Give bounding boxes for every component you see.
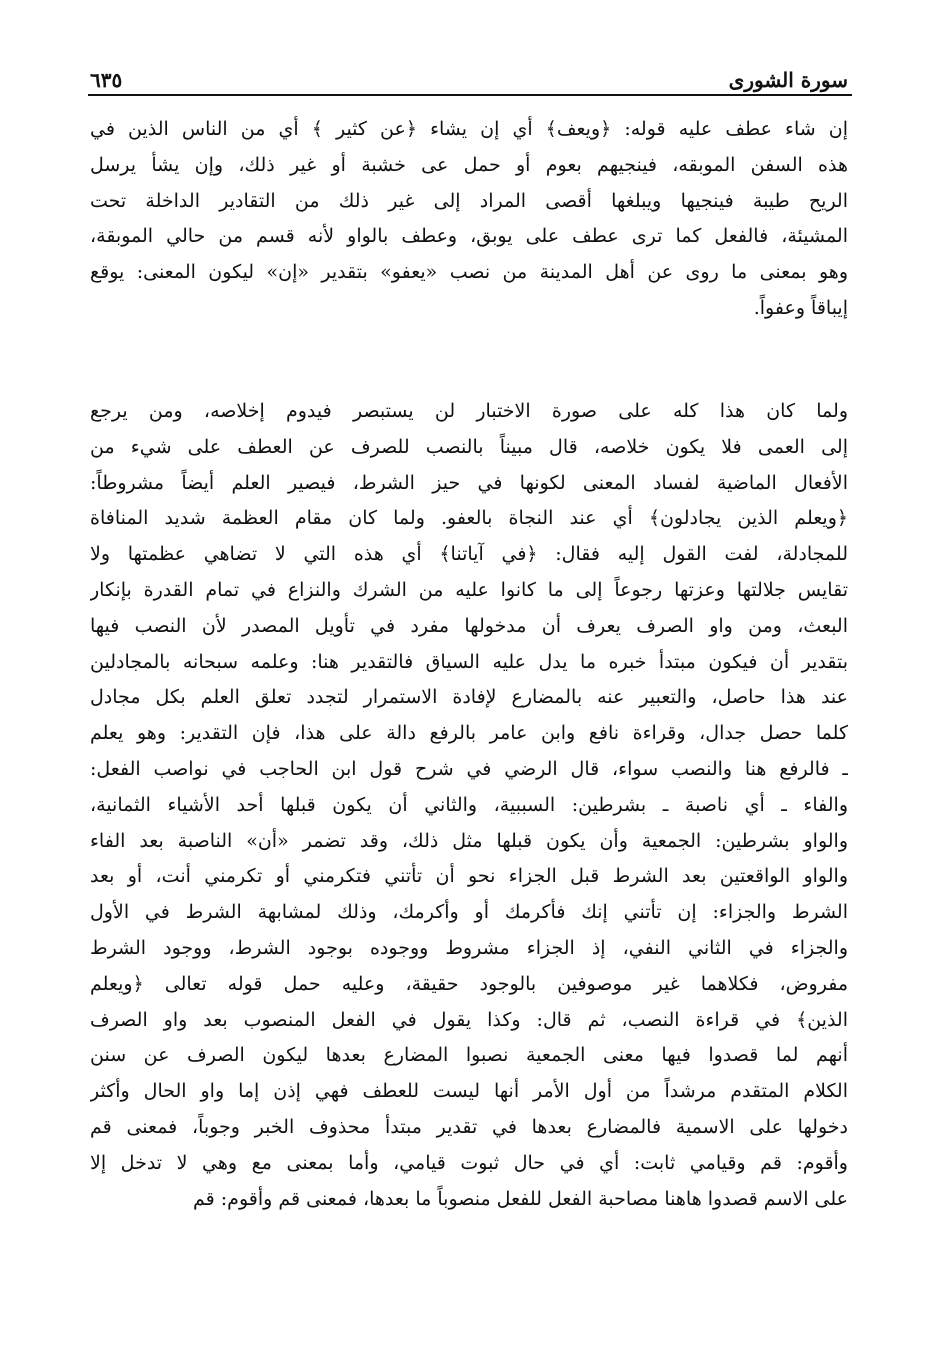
paragraph-2: [90, 394, 848, 1217]
text-line: إيباقاً وعفواً.: [753, 296, 848, 319]
text-line: الكلام المتقدم مرشداً من أول الأمر أنها ليست للعطف فهي إذن إما واو الحال وأكثر: [90, 1080, 848, 1103]
text-line: والواو الواقعتين بعد الشرط قبل الجزاء نحو أن تأتني فتكرمني أو تكرمني أنت، أو بعد: [90, 865, 848, 888]
text-line: الأفعال الماضية لفساد المعنى لكونها في حيز الشرط، فيصير العلم أيضاً مشروطاً:: [90, 471, 848, 494]
text-line: دخولها على الاسمية فالمضارع بعدها في تقدير مبتدأ محذوف الخبر وجوباً، فمعنى قم: [90, 1115, 848, 1138]
text-line: المشيئة، فالفعل كما ترى عطف على يوبق، وعطف بالواو لأنه قسم من حالي الموبقة،: [90, 225, 848, 248]
text-line: عند هذا حاصل، والتعبير عنه بالمضارع لإفادة الاستمرار لتجدد تعلق العلم بكل مجادل: [90, 686, 848, 709]
page-number: ٦٣٥: [90, 68, 123, 92]
text-line: وهو بمعنى ما روى عن أهل المدينة من نصب «يعفو» بتقدير «إن» ليكون المعنى: يوقع: [90, 261, 848, 284]
text-line: والواو بشرطين: الجمعية وأن يكون قبلها مثل ذلك، وقد تضمر «أن» الناصبة بعد الفاء: [90, 829, 848, 852]
text-line: والجزاء في الثاني النفي، إذ الجزاء مشروط ووجوده بوجود الشرط، ووجود الشرط: [90, 936, 848, 959]
text-line: ـ فالرفع هنا والنصب سواء، قال الرضي في شرح قول ابن الحاجب في نواصب الفعل:: [90, 757, 848, 780]
header-divider: [88, 94, 852, 96]
text-line: الشرط والجزاء: إن تأتني إنك فأكرمك أو وأكرمك، وذلك لمشابهة الشرط في الأول: [90, 901, 848, 924]
text-line: الذين﴾ في قراءة النصب، ثم قال: وكذا يقول في الفعل المنصوب بعد واو الصرف: [90, 1008, 848, 1031]
surah-title: سورة الشورى: [728, 68, 848, 92]
text-line: بتقدير أن فيكون مبتدأ خبره ما يدل عليه السياق فالتقدير هنا: وعلمه سبحانه بالمجادلين: [90, 650, 848, 673]
text-line: إن شاء عطف عليه قوله: ﴿ويعف﴾ أي إن يشاء ﴿عن كثير ﴾ أي من الناس الذين في: [90, 118, 848, 140]
text-line: للمجادلة، لفت القول إليه فقال: ﴿في آياتنا﴾ أي هذه التي لا تضاهي عظمتها ولا: [90, 543, 848, 566]
text-line: كلما حصل جدال، وقراءة نافع وابن عامر بالرفع دالة على هذا، فإن التقدير: وهو يعلم: [90, 722, 848, 745]
text-line: إلى العمى فلا يكون خلاصه، قال مبيناً بالنصب للصرف عن العطف على شيء من: [90, 435, 848, 458]
text-line: الريح طيبة فينجيها ويبلغها أقصى المراد إلى غير ذلك من التقادير الداخلة تحت: [90, 189, 848, 212]
text-line: أنهم لما قصدوا فيها معنى الجمعية نصبوا المضارع بعدها ليكون الصرف عن سنن: [90, 1044, 848, 1067]
text-line: تقايس جلالتها وعزتها رجوعاً إلى ما كانوا عليه من الشرك والنزاع في تمام القدرة بإنكار: [90, 578, 848, 601]
page-header: [90, 58, 848, 92]
paragraph-1: [90, 112, 848, 327]
text-line: والفاء ـ أي ناصبة ـ بشرطين: السببية، والثاني أن يكون قبلها أحد الأشياء الثمانية،: [90, 793, 848, 816]
text-line: البعث، ومن واو الصرف يعرف أن مدخولها مفرد في تأويل المصدر لأن النصب فيها: [90, 614, 848, 637]
text-line: هذه السفن الموبقه، فينجيهم بعوم أو حمل عى خشبة أو غير ذلك، وإن يشأ يرسل: [90, 153, 848, 176]
text-line: ولما كان هذا كله على صورة الاختبار لن يستبصر فيدوم إخلاصه، ومن يرجع: [90, 400, 848, 422]
text-line: على الاسم قصدوا هاهنا مصاحبة الفعل للفعل منصوباً ما بعدها، فمعنى قم وأقوم: قم: [193, 1187, 848, 1210]
text-line: ﴿ويعلم الذين يجادلون﴾ أي عند النجاة بالعفو. ولما كان مقام العظمة شديد المنافاة: [90, 507, 848, 530]
text-line: وأقوم: قم وقيامي ثابت: أي في حال ثبوت قيامي، وأما بمعنى مع وهي لا تدخل إلا: [90, 1151, 848, 1174]
text-line: مفروض، فكلاهما غير موصوفين بالوجود حقيقة، وعليه حمل قوله تعالى ﴿ويعلم: [90, 972, 848, 995]
